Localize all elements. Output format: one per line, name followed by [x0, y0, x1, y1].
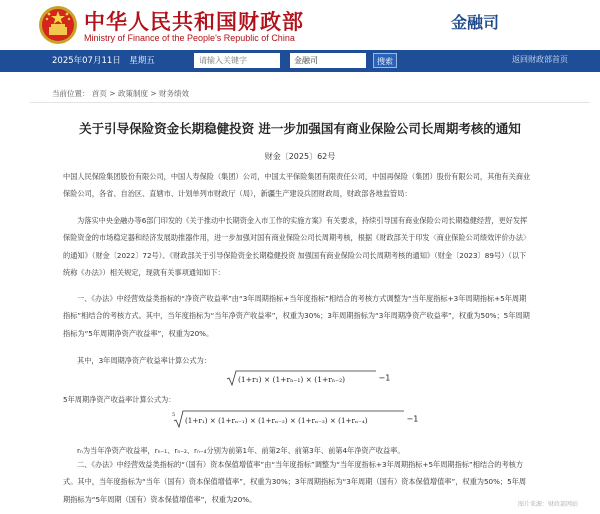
- search-button[interactable]: 搜索: [373, 53, 397, 68]
- paragraph-5yr-formula-intro: 5年周期净资产收益率计算公式为：: [63, 395, 176, 404]
- site-header: [0, 0, 600, 50]
- breadcrumb-separator: >: [109, 89, 116, 98]
- paragraph-3yr-formula-intro: 其中，3年周期净资产收益率计算公式为：: [77, 356, 211, 365]
- breadcrumb-policy[interactable]: 政策制度: [117, 89, 148, 98]
- paragraph-item-one: 一、《办法》中经营效益类指标的“净资产收益率”由“3年周期指标+当年度指标”相结合的考核方式调整为“当年度指标+3年周期指标+5年周期指标”相结合的考核方式。其中，当年度指标为“当年净资产收益率”，权重为30%；3年周期指标为“3年周期净资产收益率”，权重为50%；5年周期指标为“5年周期净资产收益率”，权重为20%。: [63, 294, 530, 338]
- back-to-ministry-home-link[interactable]: 返回财政部首页: [512, 55, 568, 64]
- search-scope-select[interactable]: 金融司: [290, 53, 366, 68]
- paragraph-recipients: 中国人民保险集团股份有限公司，中国人寿保险（集团）公司，中国太平保险集团有限责任公司，中国再保险（集团）股份有限公司，其他有关商业保险公司，各省、自治区、直辖市、计划单列市财政厅（局），新疆生产建设兵团财政局，财政部各地监管局：: [63, 172, 531, 199]
- keyword-search-input[interactable]: [194, 53, 280, 68]
- paragraph-variables: rₙ为当年净资产收益率，rₙ₋₁、rₙ₋₂、rₙ₋₄分别为前第1年、前第2年、前第3年、前第4年净资产收益率。: [77, 446, 405, 455]
- image-source-watermark: 图片来源：财政部网站: [518, 501, 579, 508]
- national-emblem-icon: [38, 5, 78, 45]
- radical-icon: [226, 370, 376, 386]
- ministry-name-cn: 中华人民共和国财政部: [84, 9, 304, 34]
- breadcrumb-home[interactable]: 首页: [91, 89, 107, 98]
- formula-5-year: 5 (1+r₁) × (1+rₙ₋₁) × (1+rₙ₋₂) × (1+rₙ₋₃) × (1+rₙ₋₄) −1: [172, 410, 418, 428]
- document-number: 财金〔2025〕62号: [264, 152, 336, 161]
- svg-text:(1+r₁) × (1+rₙ₋₁) × (1+rₙ₋₂) ×: (1+r₁) × (1+rₙ₋₁) × (1+rₙ₋₂) × (1+rₙ₋₃) × (1+rₙ₋₄): [185, 416, 368, 425]
- svg-text:5: 5: [172, 412, 176, 418]
- breadcrumb: [52, 88, 189, 99]
- paragraph-intro: 为落实中央金融办等6部门印发的《关于推动中长期资金入市工作的实施方案》有关要求，持续引导国有商业保险公司长期稳健经营，更好发挥保险资金的市场稳定器和经济发展助推器作用，进一步加强对国有商业保险公司长周期考核，根据《财政部关于印发〈商业保险公司绩效评价办法〉的通知》（财金〔2022〕72号）、《财政部关于引导保险资金长期稳健投资 加强国有商业保险公司长周期考核的通知》（财金〔2023〕89号）（以下统称《办法》）相关规定，现就有关事项通知如下：: [63, 216, 531, 277]
- divider: [30, 102, 590, 103]
- current-date: 2025年07月11日 星期五: [52, 56, 155, 66]
- department-title: 金融司: [451, 13, 500, 32]
- svg-text:(1+r₁) × (1+rₙ₋₁) × (1+rₙ₋₂): (1+r₁) × (1+rₙ₋₁) × (1+rₙ₋₂): [238, 375, 346, 384]
- article-title: 关于引导保险资金长期稳健投资 进一步加强国有商业保险公司长周期考核的通知: [79, 121, 521, 136]
- paragraph-item-two: 二、《办法》中经营效益类指标的“（国有）资本保值增值率”由“当年度指标”调整为“当年度指标+3年周期指标+5年周期指标”相结合的考核方式。其中，当年度指标为“当年（国有）资本保值增值率”，权重为30%；3年周期指标为“3年周期（国有）资本保值增值率”，权重为50%；5年周期指标为“5年周期（国有）资本保值增值率”，权重为20%。: [63, 460, 527, 504]
- ministry-name-en: Ministry of Finance of the People's Republic of China: [84, 33, 295, 43]
- radical-5-icon: [172, 410, 404, 428]
- breadcrumb-separator: >: [150, 89, 157, 98]
- breadcrumb-prefix: 当前位置：: [52, 89, 90, 98]
- formula-3-year: (1+r₁) × (1+rₙ₋₁) × (1+rₙ₋₂) −1: [226, 370, 390, 386]
- breadcrumb-finance-performance[interactable]: 财务绩效: [159, 89, 190, 98]
